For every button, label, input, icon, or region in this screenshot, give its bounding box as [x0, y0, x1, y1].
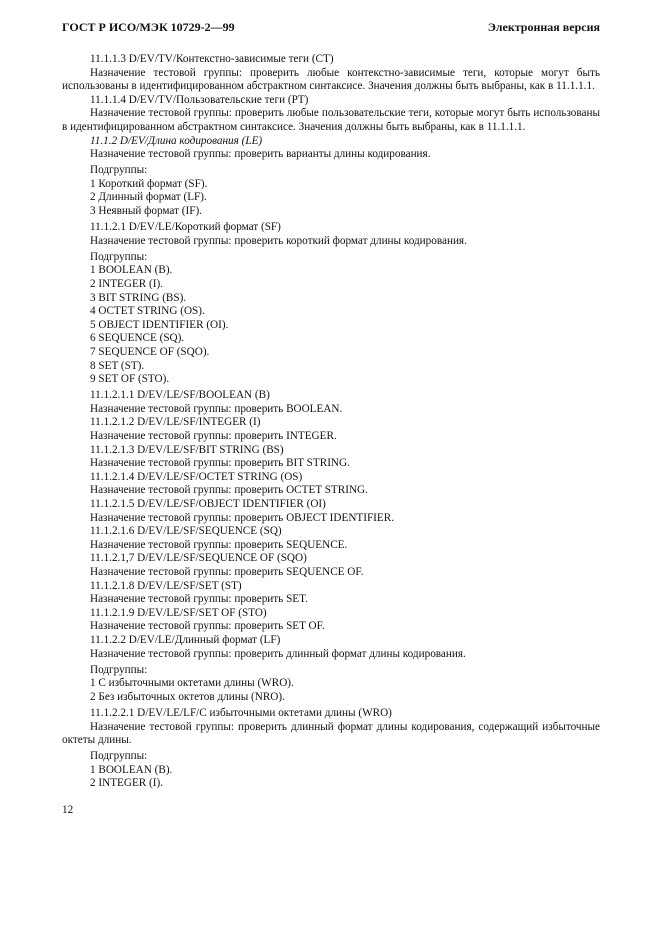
paragraph: Назначение тестовой группы: проверить SEQUENCE OF. — [90, 565, 364, 578]
paragraph: Назначение тестовой группы: проверить SET. — [90, 593, 308, 606]
paragraph: Назначение тестовой группы: проверить длинный формат длины кодирования. — [90, 647, 466, 660]
list-item: 1 BOOLEAN (B). — [90, 763, 173, 776]
subgroups-label: Подгруппы: — [90, 663, 148, 676]
section-heading: 11.1.2.1.3 D/EV/LE/SF/BIT STRING (BS) — [90, 443, 284, 456]
paragraph: Назначение тестовой группы: проверить SET OF. — [90, 620, 325, 633]
section-heading: 11.1.2.1.9 D/EV/LE/SF/SET OF (STO) — [90, 606, 267, 619]
list-item: 3 Неявный формат (IF). — [90, 205, 202, 218]
paragraph: Назначение тестовой группы: проверить BOOLEAN. — [90, 402, 343, 415]
section-heading: 11.1.2.1,7 D/EV/LE/SF/SEQUENCE OF (SQO) — [90, 552, 307, 565]
subgroups-label: Подгруппы: — [90, 250, 148, 263]
section-heading: 11.1.2.1.6 D/EV/LE/SF/SEQUENCE (SQ) — [90, 525, 282, 538]
paragraph: Назначение тестовой группы: проверить длинный формат длины кодирования, содержащий избыточные октеты длины. — [62, 720, 600, 747]
list-item: 2 Длинный формат (LF). — [90, 191, 207, 204]
paragraph: Назначение тестовой группы: проверить INTEGER. — [90, 430, 337, 443]
list-item: 1 Короткий формат (SF). — [90, 177, 208, 190]
section-heading: 11.1.1.3 D/EV/TV/Контекстно-зависимые теги (CT) — [90, 53, 334, 65]
paragraph: Назначение тестовой группы: проверить любые контекстно-зависимые теги, которые могут быть использованы в идентифицированном абстрактном синтаксисе. Значения должны быть выбраны, как в 11.1.1.1. — [62, 66, 600, 93]
page-header — [62, 20, 600, 35]
paragraph: Назначение тестовой группы: проверить BIT STRING. — [90, 457, 350, 470]
paragraph: Назначение тестовой группы: проверить OBJECT IDENTIFIER. — [90, 511, 395, 524]
list-item: 7 SEQUENCE OF (SQO). — [90, 345, 210, 358]
list-item: 1 BOOLEAN (B). — [90, 264, 173, 277]
section-heading: 11.1.2.1.5 D/EV/LE/SF/OBJECT IDENTIFIER (OI) — [90, 498, 326, 510]
list-item: 1 С избыточными октетами длины (WRO). — [90, 677, 294, 690]
section-heading: 11.1.2.2 D/EV/LE/Длинный формат (LF) — [90, 633, 281, 646]
subgroups-label: Подгруппы: — [90, 750, 148, 763]
list-item: 3 BIT STRING (BS). — [90, 291, 187, 304]
section-heading: 11.1.2.1.8 D/EV/LE/SF/SET (ST) — [90, 579, 242, 592]
section-heading: 11.1.2 D/EV/Длина кодирования (LE) — [90, 134, 263, 147]
list-item: 2 INTEGER (I). — [90, 278, 164, 290]
list-item: 9 SET OF (STO). — [90, 373, 170, 386]
paragraph: Назначение тестовой группы: проверить варианты длины кодирования. — [90, 148, 431, 161]
list-item: 6 SEQUENCE (SQ). — [90, 332, 185, 345]
section-heading: 11.1.2.1.4 D/EV/LE/SF/OCTET STRING (OS) — [90, 470, 303, 483]
section-heading: 11.1.2.1.2 D/EV/LE/SF/INTEGER (I) — [90, 416, 261, 429]
list-item: 5 OBJECT IDENTIFIER (OI). — [90, 318, 229, 331]
paragraph: Назначение тестовой группы: проверить SEQUENCE. — [90, 538, 348, 551]
section-heading: 11.1.2.2.1 D/EV/LE/LF/С избыточными октетами длины (WRO) — [90, 706, 392, 719]
paragraph: Назначение тестовой группы: проверить OCTET STRING. — [90, 484, 368, 497]
section-heading: 11.1.2.1.1 D/EV/LE/SF/BOOLEAN (B) — [90, 389, 270, 402]
page-number: 12 — [62, 804, 74, 816]
paragraph: Назначение тестовой группы: проверить короткий формат длины кодирования. — [90, 234, 467, 247]
section-heading: 11.1.2.1 D/EV/LE/Короткий формат (SF) — [90, 221, 281, 234]
list-item: 4 OCTET STRING (OS). — [90, 305, 205, 318]
list-item: 2 INTEGER (I). — [90, 777, 164, 790]
edition-label: Электронная версия — [487, 20, 600, 34]
list-item: 8 SET (ST). — [90, 359, 145, 372]
standard-designation: ГОСТ Р ИСО/МЭК 10729-2—99 — [62, 20, 235, 34]
list-item: 2 Без избыточных октетов длины (NRO). — [90, 690, 285, 703]
subgroups-label: Подгруппы: — [90, 164, 148, 177]
document-body — [62, 53, 600, 791]
paragraph: Назначение тестовой группы: проверить любые пользовательские теги, которые могут быть использованы в идентифицированном абстрактном синтаксисе. Значения должны быть выбраны, как в 11.1.1.1. — [62, 107, 600, 133]
section-heading: 11.1.1.4 D/EV/TV/Пользовательские теги (PT) — [90, 93, 309, 106]
